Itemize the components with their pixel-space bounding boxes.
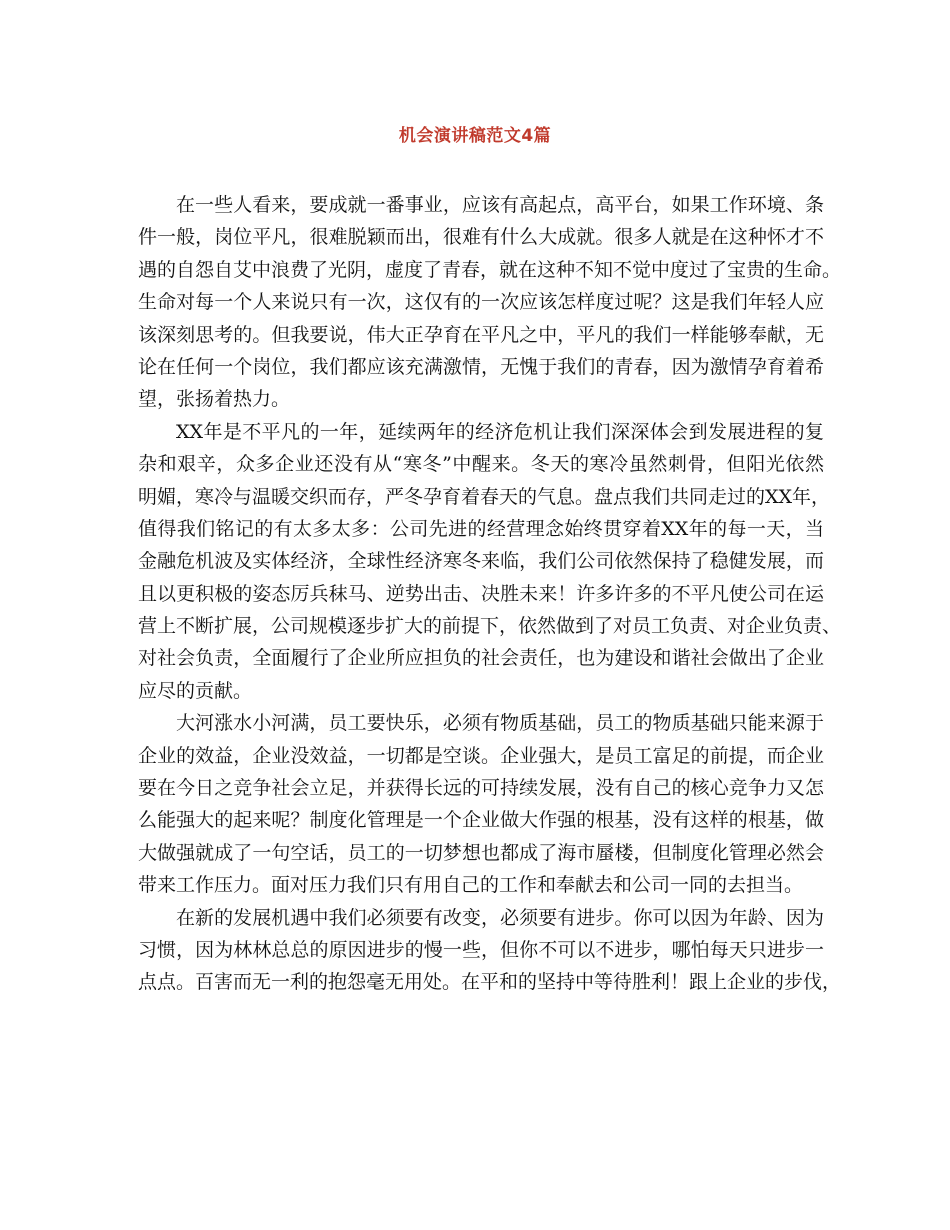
- text-line: 么能强大的起来呢？制度化管理是一个企业做大作强的根基，没有这样的根基，做: [138, 809, 824, 832]
- text-line: 生命对每一个人来说只有一次，这仅有的一次应该怎样度过呢？这是我们年轻人应: [138, 291, 824, 314]
- text-line: 要在今日之竞争社会立足，并获得长远的可持续发展，没有自己的核心竞争力又怎: [138, 777, 824, 800]
- text-line: XX年是不平凡的一年，延续两年的经济危机让我们深深体会到发展进程的复: [176, 420, 824, 443]
- text-line: 大河涨水小河满，员工要快乐，必须有物质基础，员工的物质基础只能来源于: [176, 712, 824, 735]
- text-line: 带来工作压力。面对压力我们只有用自己的工作和奉献去和公司一同的去担当。: [138, 874, 804, 897]
- text-line: 明媚，寒冷与温暖交织而存，严冬孕育着春天的气息。盘点我们共同走过的XX年，: [138, 485, 831, 508]
- text-line: 应尽的贡献。: [138, 679, 253, 702]
- text-line: 望，张扬着热力。: [138, 388, 291, 411]
- text-line: 值得我们铭记的有太多太多：公司先进的经营理念始终贯穿着XX年的每一天，当: [138, 517, 824, 540]
- document-title: 机会演讲稿范文4篇: [398, 126, 552, 146]
- document-body: [138, 189, 842, 999]
- text-line: 在一些人看来，要成就一番事业，应该有高起点，高平台，如果工作环境、条: [176, 194, 824, 216]
- text-line: 金融危机波及实体经济，全球性经济寒冬来临，我们公司依然保持了稳健发展，而: [138, 550, 824, 573]
- text-line: 对社会负责，全面履行了企业所应担负的社会责任，也为建设和谐社会做出了企业: [138, 647, 824, 670]
- text-line: 件一般，岗位平凡，很难脱颖而出，很难有什么大成就。很多人就是在这种怀才不: [138, 226, 824, 249]
- text-line: 该深刻思考的。但我要说，伟大正孕育在平凡之中，平凡的我们一样能够奉献，无: [138, 323, 824, 346]
- text-line: 在新的发展机遇中我们必须要有改变，必须要有进步。你可以因为年龄、因为: [176, 906, 824, 929]
- text-line: 营上不断扩展，公司规模逐步扩大的前提下，依然做到了对员工负责、对企业负责、: [138, 615, 842, 638]
- paragraph-2: [138, 416, 842, 708]
- text-line: 杂和艰辛，众多企业还没有从“寒冬”中醒来。冬天的寒冷虽然刺骨，但阳光依然: [138, 453, 824, 476]
- paragraph-4: [138, 902, 842, 999]
- text-line: 点点。百害而无一利的抱怨毫无用处。在平和的坚持中等待胜利！跟上企业的步伐，: [138, 971, 842, 994]
- paragraph-1: [138, 189, 842, 416]
- text-line: 习惯，因为林林总总的原因进步的慢一些，但你不可以不进步，哪怕每天只进步一: [138, 938, 824, 961]
- paragraph-3: [138, 707, 824, 901]
- text-line: 企业的效益，企业没效益，一切都是空谈。企业强大，是员工富足的前提，而企业: [138, 744, 824, 767]
- text-line: 且以更积极的姿态厉兵秣马、逆势出击、决胜未来！许多许多的不平凡使公司在运: [138, 582, 824, 605]
- text-line: 论在任何一个岗位，我们都应该充满激情，无愧于我们的青春，因为激情孕育着希: [138, 355, 824, 378]
- text-line: 大做强就成了一句空话，员工的一切梦想也都成了海市蜃楼，但制度化管理必然会: [138, 841, 824, 864]
- text-line: 遇的自怨自艾中浪费了光阴，虚度了青春，就在这种不知不觉中度过了宝贵的生命。: [138, 258, 842, 281]
